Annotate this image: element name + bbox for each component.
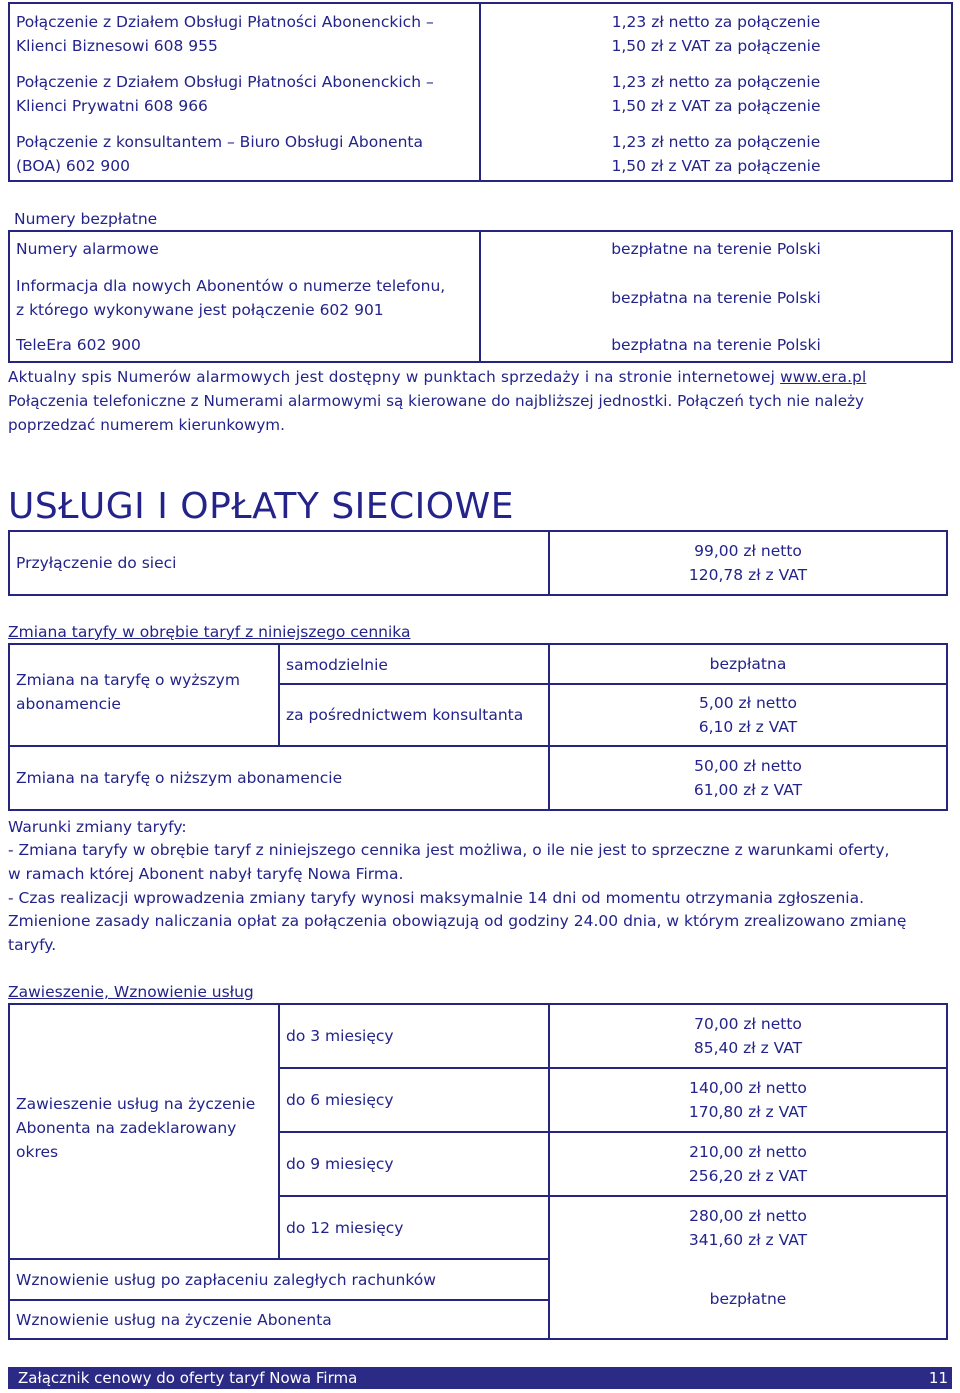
tariff-conditions-line: taryfy.: [8, 936, 57, 954]
consultant-label: za pośrednictwem konsultanta: [286, 706, 524, 724]
lower-tariff-price: 50,00 zł netto 61,00 zł z VAT: [693, 757, 803, 799]
period-label: do 3 miesięcy: [286, 1027, 394, 1045]
table-row-label: Połączenie z Działem Obsługi Płatności Abonenckich – Klienci Biznesowi 608 955: [16, 13, 434, 55]
period-label: do 9 miesięcy: [286, 1155, 394, 1173]
tariff-conditions-line: w ramach której Abonent nabył taryfę Nowa Firma.: [8, 865, 404, 883]
period-label: do 6 miesięcy: [286, 1091, 394, 1109]
period-price: 70,00 zł netto 85,40 zł z VAT: [693, 1015, 803, 1057]
free-number-label: TeleEra 602 900: [16, 336, 141, 354]
period-price: 210,00 zł netto 256,20 zł z VAT: [688, 1143, 808, 1185]
suspension-title: Zawieszenie, Wznowienie usług: [8, 983, 254, 1001]
tariff-change-title: Zmiana taryfy w obrębie taryf z niniejszego cennika: [8, 623, 411, 641]
period-price: 280,00 zł netto 341,60 zł z VAT: [688, 1206, 808, 1249]
resume-after-payment-label: Wznowienie usług po zapłaceniu zaległych rachunków: [16, 1270, 436, 1289]
consultant-price: 5,00 zł netto 6,10 zł z VAT: [698, 694, 798, 736]
free-number-value: bezpłatna na terenie Polski: [611, 336, 821, 354]
free-numbers-note: Aktualny spis Numerów alarmowych jest dostępny w punktach sprzedaży i na stronie internetowej www.era.pl: [8, 368, 867, 386]
connection-label: Przyłączenie do sieci: [16, 554, 177, 572]
page-number: 11: [928, 1369, 948, 1387]
table-row-price: 1,23 zł netto za połączenie 1,50 zł z VAT za połączenie: [611, 73, 821, 115]
era-website-link[interactable]: www.era.pl: [780, 368, 867, 386]
lower-tariff-label: Zmiana na taryfę o niższym abonamencie: [16, 769, 343, 787]
free-numbers-note: Połączenia telefoniczne z Numerami alarmowymi są kierowane do najbliższej jednostki. Połączeń tych nie należy: [8, 392, 865, 410]
suspension-label: Zawieszenie usług na życzenie Abonenta na zadeklarowany okres: [16, 1095, 256, 1161]
page-title: USŁUGI I OPŁATY SIECIOWE: [8, 486, 514, 527]
self-service-label: samodzielnie: [286, 656, 388, 674]
resume-on-request-label: Wznowienie usług na życzenie Abonenta: [16, 1310, 332, 1329]
free-numbers-note: poprzedzać numerem kierunkowym.: [8, 416, 285, 434]
higher-tariff-label: Zmiana na taryfę o wyższym abonamencie: [16, 671, 240, 713]
tariff-conditions-line: - Czas realizacji wprowadzenia zmiany taryfy wynosi maksymalnie 14 dni od momentu otrzymania zgłoszenia.: [8, 889, 865, 907]
table-row-price: 1,23 zł netto za połączenie 1,50 zł z VAT za połączenie: [611, 133, 821, 175]
free-number-value: bezpłatna na terenie Polski: [611, 289, 821, 307]
period-price: 140,00 zł netto 170,80 zł z VAT: [688, 1079, 808, 1121]
resume-price: bezpłatne: [709, 1290, 787, 1308]
free-numbers-title: Numery bezpłatne: [14, 210, 158, 228]
tariff-conditions-line: Zmienione zasady naliczania opłat za połączenia obowiązują od godziny 24.00 dnia, w którym zrealizowano zmianę: [8, 912, 907, 930]
self-service-price: bezpłatna: [709, 655, 787, 673]
table-row-label: Połączenie z Działem Obsługi Płatności Abonenckich – Klienci Prywatni 608 966: [16, 73, 434, 115]
free-number-label: Informacja dla nowych Abonentów o numerze telefonu, z którego wykonywane jest połączenie 602 901: [16, 277, 446, 319]
footer-title: Załącznik cenowy do oferty taryf Nowa Firma: [18, 1369, 358, 1387]
table-row-label: Połączenie z konsultantem – Biuro Obsługi Abonenta (BOA) 602 900: [16, 133, 423, 175]
table-row-price: 1,23 zł netto za połączenie 1,50 zł z VAT za połączenie: [611, 13, 821, 55]
free-number-value: bezpłatne na terenie Polski: [611, 240, 821, 258]
tariff-conditions-title: Warunki zmiany taryfy:: [8, 818, 187, 836]
connection-price: 99,00 zł netto 120,78 zł z VAT: [688, 542, 808, 584]
free-number-label: Numery alarmowe: [16, 240, 159, 258]
period-label: do 12 miesięcy: [286, 1218, 404, 1237]
tariff-conditions-line: - Zmiana taryfy w obrębie taryf z niniejszego cennika jest możliwa, o ile nie jest to sprzeczne z warunkami oferty,: [8, 841, 890, 859]
page-footer: [8, 1367, 952, 1389]
